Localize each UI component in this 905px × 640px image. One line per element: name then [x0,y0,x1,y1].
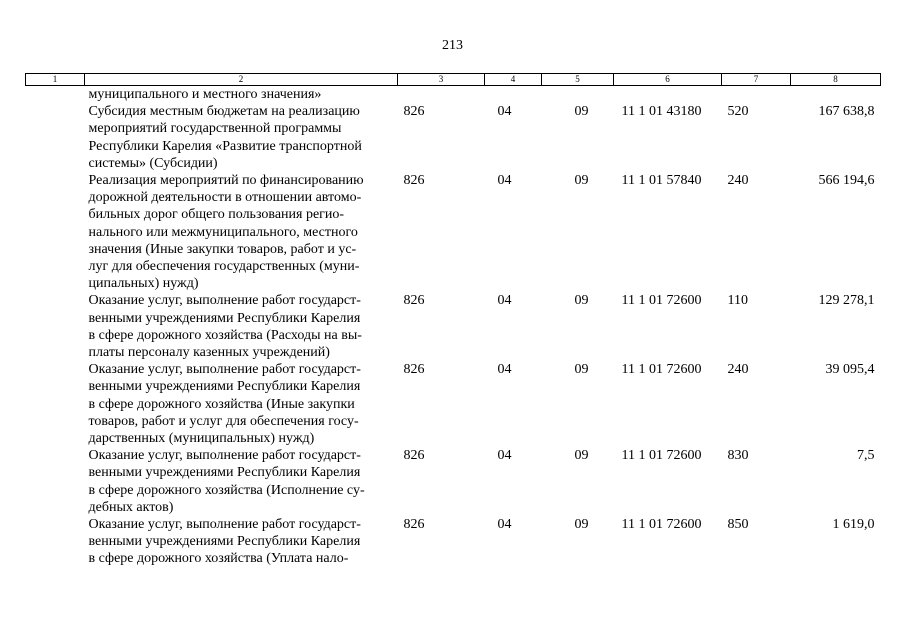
row-name-line: венными учреждениями Республики Карелия [88,379,361,395]
amount-cell: 129 278,1 [818,293,875,309]
page-number: 213 [442,38,463,53]
section-code-cell [485,86,542,104]
row-name-line: луг для обеспечения государственных (муни- [88,259,360,275]
table-row [26,172,881,292]
row-number-cell [26,86,85,104]
section-code-cell: 04 [497,448,512,464]
expense-type-cell: 110 [727,293,748,309]
row-number-cell [26,292,85,361]
row-name-line: в сфере дорожного хозяйства (Исполнение су- [88,482,365,498]
row-name-line: Реализация мероприятий по финансированию [88,173,364,189]
column-number: 8 [791,74,881,86]
row-name-line: бильных дорог общего пользования регио- [88,207,345,223]
row-name-line: Оказание услуг, выполнение работ государст- [88,448,361,464]
row-name-line: в сфере дорожного хозяйства (Расходы на вы- [88,327,362,343]
ministry-code-cell: 826 [403,104,425,120]
table-row [26,86,881,104]
column-number-row [26,74,881,86]
amount-cell: 7,5 [857,448,875,464]
row-name-line: в сфере дорожного хозяйства (Иные закупки [88,396,355,412]
row-name-line: венными учреждениями Республики Карелия [88,534,361,550]
column-number: 4 [485,74,542,86]
row-name-line: Оказание услуг, выполнение работ государст- [88,517,361,533]
column-number: 2 [85,74,398,86]
subsection-code-cell: 09 [574,293,589,309]
row-name-line: нального или межмуниципального, местного [88,224,358,240]
amount-cell: 566 194,6 [818,173,875,189]
expense-type-cell: 520 [727,104,749,120]
ministry-code-cell [398,86,485,104]
row-name-line: системы» (Субсидии) [88,155,218,171]
amount-cell: 167 638,8 [818,104,875,120]
row-number-cell [26,172,85,292]
row-name-cell [85,516,398,568]
target-article-cell: 11 1 01 72600 [621,362,702,378]
subsection-code-cell: 09 [574,104,589,120]
section-code-cell: 04 [497,104,512,120]
row-number-cell [26,447,85,516]
row-number-cell [26,103,85,172]
target-article-cell [614,86,722,104]
row-name-cell [85,361,398,447]
row-name-line: ципальных) нужд) [88,276,199,292]
table-row [26,103,881,172]
row-name-cell [85,172,398,292]
section-code-cell: 04 [497,362,512,378]
column-number: 6 [614,74,722,86]
row-name-cell [85,292,398,361]
budget-table [25,73,881,568]
row-number-cell [26,361,85,447]
row-name-line: дорожной деятельности в отношении автомо- [88,190,362,206]
expense-type-cell: 850 [727,517,749,533]
amount-cell: 1 619,0 [832,517,875,533]
row-name-line: Республики Карелия «Развитие транспортной [88,138,362,154]
row-name-line: мероприятий государственной программы [88,121,342,137]
subsection-code-cell: 09 [574,362,589,378]
ministry-code-cell: 826 [403,517,425,533]
section-code-cell: 04 [497,173,512,189]
row-name-cell [85,86,398,104]
row-name-line: товаров, работ и услуг для обеспечения госу- [88,413,359,429]
target-article-cell: 11 1 01 72600 [621,293,702,309]
ministry-code-cell: 826 [403,173,425,189]
row-name-line: дарственных (муниципальных) нужд) [88,431,315,447]
row-name-line: платы персоналу казенных учреждений) [88,345,330,361]
row-name-line: значения (Иные закупки товаров, работ и ус- [88,241,357,257]
column-number: 7 [722,74,791,86]
expense-type-cell: 240 [727,362,749,378]
ministry-code-cell: 826 [403,362,425,378]
table-row [26,516,881,568]
target-article-cell: 11 1 01 57840 [621,173,702,189]
row-name-cell [85,103,398,172]
subsection-code-cell: 09 [574,517,589,533]
table-row [26,447,881,516]
row-name-line: дебных актов) [88,499,174,515]
section-code-cell: 04 [497,293,512,309]
row-name-line: в сфере дорожного хозяйства (Уплата нало- [88,551,349,567]
subsection-code-cell: 09 [574,448,589,464]
target-article-cell: 11 1 01 72600 [621,448,702,464]
target-article-cell: 11 1 01 72600 [621,517,702,533]
subsection-code-cell [542,86,614,104]
ministry-code-cell: 826 [403,448,425,464]
row-name-line: Оказание услуг, выполнение работ государст- [88,362,361,378]
ministry-code-cell: 826 [403,293,425,309]
target-article-cell: 11 1 01 43180 [621,104,702,120]
row-name-line: венными учреждениями Республики Карелия [88,465,361,481]
column-number: 5 [542,74,614,86]
row-name-cell [85,447,398,516]
expense-type-cell [722,86,791,104]
expense-type-cell: 830 [727,448,749,464]
section-code-cell: 04 [497,517,512,533]
amount-cell [791,86,881,104]
row-name-line: венными учреждениями Республики Карелия [88,310,361,326]
table-row [26,292,881,361]
expense-type-cell: 240 [727,173,749,189]
row-name-line: муниципального и местного значения» [88,87,322,102]
column-number: 1 [26,74,85,86]
table-body [26,86,881,568]
subsection-code-cell: 09 [574,173,589,189]
row-number-cell [26,516,85,568]
amount-cell: 39 095,4 [825,362,875,378]
row-name-line: Оказание услуг, выполнение работ государст- [88,293,361,309]
row-name-line: Субсидия местным бюджетам на реализацию [88,104,360,120]
table-row [26,361,881,447]
column-number: 3 [398,74,485,86]
